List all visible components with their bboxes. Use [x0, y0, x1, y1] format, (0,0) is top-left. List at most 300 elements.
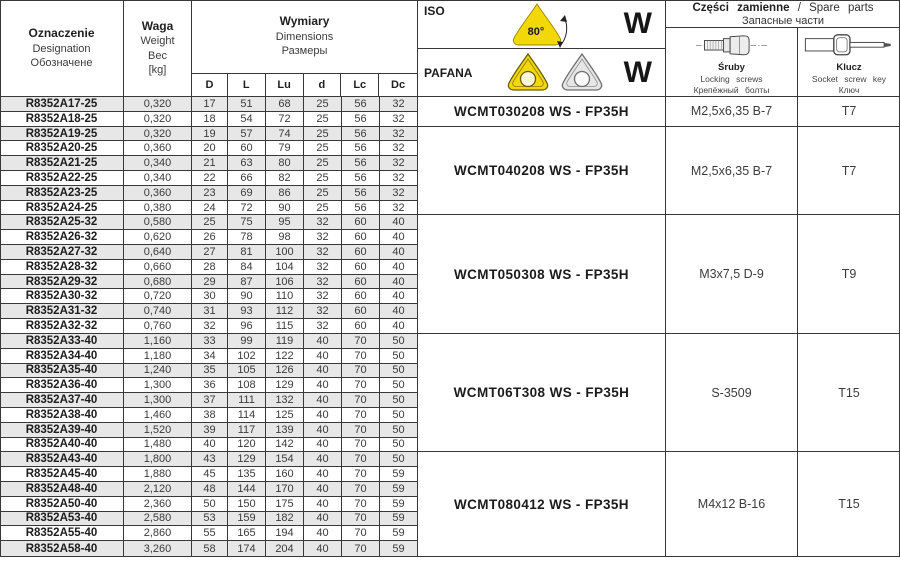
cell-Lu: 142	[266, 438, 304, 453]
cell-weight: 0,740	[124, 304, 192, 319]
cell-weight: 0,320	[124, 97, 192, 112]
cell-D: 53	[192, 512, 228, 527]
cell-L: 105	[228, 364, 266, 379]
cell-Lc: 56	[342, 97, 380, 112]
cell-L: 69	[228, 186, 266, 201]
cell-D: 35	[192, 364, 228, 379]
row-designation: R8352A25-32	[0, 215, 124, 230]
cell-weight: 0,320	[124, 127, 192, 142]
cell-Dc: 40	[380, 230, 418, 245]
cell-weight: 3,260	[124, 541, 192, 556]
cell-Lc: 56	[342, 141, 380, 156]
cell-Lc: 60	[342, 215, 380, 230]
cell-Lu: 106	[266, 275, 304, 290]
row-designation: R8352A29-32	[0, 275, 124, 290]
cell-d: 25	[304, 171, 342, 186]
spare-parts-title-ru: Запасные части	[741, 15, 825, 28]
cell-L: 54	[228, 112, 266, 127]
pafana-insert-uncoated-icon	[558, 52, 606, 94]
cell-D: 32	[192, 319, 228, 334]
cell-Lu: 129	[266, 378, 304, 393]
cell-L: 114	[228, 408, 266, 423]
cell-D: 37	[192, 393, 228, 408]
row-designation: R8352A31-32	[0, 304, 124, 319]
cell-L: 174	[228, 541, 266, 556]
cell-D: 21	[192, 156, 228, 171]
cell-Dc: 40	[380, 275, 418, 290]
cell-d: 40	[304, 541, 342, 556]
group-screw-spec: M2,5x6,35 B-7	[666, 127, 798, 216]
cell-Dc: 59	[380, 482, 418, 497]
row-designation: R8352A36-40	[0, 378, 124, 393]
cell-weight: 2,360	[124, 497, 192, 512]
iso-angle-label: 80°	[527, 26, 545, 38]
cell-L: 129	[228, 452, 266, 467]
cell-d: 40	[304, 334, 342, 349]
cell-weight: 1,520	[124, 423, 192, 438]
row-designation: R8352A50-40	[0, 497, 124, 512]
socket-screw-key-icon	[801, 32, 897, 59]
cell-Lu: 126	[266, 364, 304, 379]
group-screw-spec: M4x12 B-16	[666, 452, 798, 556]
cell-weight: 1,460	[124, 408, 192, 423]
cell-L: 87	[228, 275, 266, 290]
cell-Lu: 74	[266, 127, 304, 142]
cell-d: 32	[304, 275, 342, 290]
cell-Dc: 40	[380, 260, 418, 275]
cell-weight: 1,180	[124, 349, 192, 364]
cell-L: 90	[228, 289, 266, 304]
group-insert-spec: WCMT080412 WS - FP35H	[418, 452, 666, 556]
cell-d: 40	[304, 526, 342, 541]
cell-L: 165	[228, 526, 266, 541]
subheader-D: D	[192, 74, 228, 96]
cell-Dc: 59	[380, 497, 418, 512]
subheader-d: d	[304, 74, 342, 96]
cell-Lc: 56	[342, 201, 380, 216]
cell-Dc: 32	[380, 186, 418, 201]
cell-D: 28	[192, 260, 228, 275]
cell-D: 50	[192, 497, 228, 512]
cell-D: 34	[192, 349, 228, 364]
row-designation: R8352A58-40	[0, 541, 124, 556]
cell-d: 40	[304, 467, 342, 482]
cell-Lu: 154	[266, 452, 304, 467]
cell-Lu: 122	[266, 349, 304, 364]
cell-L: 51	[228, 97, 266, 112]
cell-Lc: 56	[342, 171, 380, 186]
cell-weight: 0,720	[124, 289, 192, 304]
row-designation: R8352A53-40	[0, 512, 124, 527]
cell-Lc: 70	[342, 526, 380, 541]
cell-Dc: 50	[380, 438, 418, 453]
row-designation: R8352A48-40	[0, 482, 124, 497]
cell-weight: 2,860	[124, 526, 192, 541]
cell-Dc: 40	[380, 245, 418, 260]
cell-Lu: 125	[266, 408, 304, 423]
cell-d: 40	[304, 512, 342, 527]
iso-shape-letter: W	[623, 7, 652, 40]
pafana-label: PAFANA	[424, 66, 473, 80]
cell-D: 48	[192, 482, 228, 497]
cell-d: 25	[304, 141, 342, 156]
cell-d: 32	[304, 245, 342, 260]
cell-D: 25	[192, 215, 228, 230]
row-designation: R8352A34-40	[0, 349, 124, 364]
cell-D: 19	[192, 127, 228, 142]
cell-Lc: 70	[342, 349, 380, 364]
cell-L: 75	[228, 215, 266, 230]
row-designation: R8352A23-25	[0, 186, 124, 201]
cell-d: 40	[304, 378, 342, 393]
cell-Dc: 32	[380, 97, 418, 112]
cell-weight: 0,360	[124, 141, 192, 156]
cell-Dc: 59	[380, 541, 418, 556]
cell-D: 33	[192, 334, 228, 349]
cell-D: 18	[192, 112, 228, 127]
row-designation: R8352A26-32	[0, 230, 124, 245]
cell-D: 40	[192, 438, 228, 453]
cell-Lu: 104	[266, 260, 304, 275]
dimension-subheaders	[192, 74, 418, 97]
weight-label-en: Weight	[140, 35, 175, 48]
cell-Lu: 194	[266, 526, 304, 541]
cell-L: 96	[228, 319, 266, 334]
designation-label-ru: Обозначене	[30, 56, 93, 69]
cell-L: 117	[228, 423, 266, 438]
cell-Lc: 56	[342, 186, 380, 201]
cell-Lu: 160	[266, 467, 304, 482]
cell-Lc: 60	[342, 304, 380, 319]
cell-D: 17	[192, 97, 228, 112]
cell-Dc: 32	[380, 156, 418, 171]
spare-parts-title-en: / Spare parts	[797, 2, 874, 14]
col-header-designation	[0, 0, 124, 97]
pafana-shape-letter: W	[623, 55, 652, 89]
subheader-Lc: Lc	[341, 74, 379, 96]
row-designation: R8352A43-40	[0, 452, 124, 467]
cell-Lc: 70	[342, 541, 380, 556]
cell-Dc: 59	[380, 526, 418, 541]
cell-L: 102	[228, 349, 266, 364]
cell-D: 20	[192, 141, 228, 156]
subheader-L: L	[228, 74, 266, 96]
cell-weight: 1,480	[124, 438, 192, 453]
cell-d: 32	[304, 304, 342, 319]
cell-Lu: 115	[266, 319, 304, 334]
row-designation: R8352A20-25	[0, 141, 124, 156]
cell-Lc: 60	[342, 245, 380, 260]
row-designation: R8352A33-40	[0, 334, 124, 349]
row-designation: R8352A22-25	[0, 171, 124, 186]
screws-label-ru: Крепёжный болты	[693, 84, 770, 95]
row-designation: R8352A39-40	[0, 423, 124, 438]
cell-weight: 0,340	[124, 171, 192, 186]
row-designation: R8352A35-40	[0, 364, 124, 379]
cell-d: 25	[304, 201, 342, 216]
cell-Dc: 50	[380, 408, 418, 423]
cell-Lc: 70	[342, 364, 380, 379]
cell-d: 40	[304, 393, 342, 408]
cell-weight: 0,580	[124, 215, 192, 230]
row-designation: R8352A40-40	[0, 438, 124, 453]
cell-L: 78	[228, 230, 266, 245]
cell-D: 23	[192, 186, 228, 201]
cell-d: 40	[304, 482, 342, 497]
cell-Lu: 139	[266, 423, 304, 438]
cell-Dc: 50	[380, 452, 418, 467]
cell-d: 32	[304, 319, 342, 334]
key-header	[798, 28, 900, 97]
cell-Dc: 32	[380, 171, 418, 186]
cell-Dc: 32	[380, 141, 418, 156]
cell-Lu: 79	[266, 141, 304, 156]
cell-Lc: 60	[342, 289, 380, 304]
weight-label-ru: Вес	[148, 49, 167, 62]
row-designation: R8352A38-40	[0, 408, 124, 423]
group-key-spec: T9	[798, 215, 900, 333]
cell-L: 99	[228, 334, 266, 349]
group-key-spec: T15	[798, 334, 900, 452]
cell-L: 111	[228, 393, 266, 408]
row-designation: R8352A21-25	[0, 156, 124, 171]
designation-label-en: Designation	[32, 42, 91, 55]
cell-weight: 1,300	[124, 378, 192, 393]
weight-unit: [kg]	[148, 63, 167, 76]
cell-d: 32	[304, 215, 342, 230]
cell-Lc: 60	[342, 260, 380, 275]
spare-parts-header	[666, 0, 900, 28]
cell-Dc: 50	[380, 334, 418, 349]
group-key-spec: T15	[798, 452, 900, 556]
cell-d: 25	[304, 186, 342, 201]
cell-Lc: 70	[342, 423, 380, 438]
row-designation: R8352A17-25	[0, 97, 124, 112]
group-key-spec: T7	[798, 97, 900, 127]
cell-Lc: 70	[342, 452, 380, 467]
cell-Lu: 182	[266, 512, 304, 527]
cell-D: 39	[192, 423, 228, 438]
dimensions-label-en: Dimensions	[275, 31, 334, 43]
cell-L: 93	[228, 304, 266, 319]
cell-L: 108	[228, 378, 266, 393]
cell-d: 32	[304, 289, 342, 304]
cell-Lc: 60	[342, 230, 380, 245]
iso-label: ISO	[424, 4, 445, 18]
cell-d: 25	[304, 127, 342, 142]
cell-D: 36	[192, 378, 228, 393]
cell-D: 22	[192, 171, 228, 186]
cell-L: 159	[228, 512, 266, 527]
cell-Lc: 70	[342, 334, 380, 349]
cell-Dc: 50	[380, 364, 418, 379]
cell-d: 40	[304, 364, 342, 379]
row-designation: R8352A27-32	[0, 245, 124, 260]
cell-Lu: 170	[266, 482, 304, 497]
locking-screw-icon	[693, 32, 771, 59]
cell-Lu: 175	[266, 497, 304, 512]
cell-Dc: 40	[380, 215, 418, 230]
iso-insert-shape-icon	[506, 2, 572, 49]
cell-L: 57	[228, 127, 266, 142]
cell-d: 40	[304, 452, 342, 467]
cell-weight: 2,580	[124, 512, 192, 527]
cell-d: 25	[304, 97, 342, 112]
cell-d: 25	[304, 156, 342, 171]
cell-weight: 0,340	[124, 156, 192, 171]
cell-L: 72	[228, 201, 266, 216]
cell-d: 40	[304, 408, 342, 423]
screws-label-pl: Śruby	[718, 61, 745, 73]
group-insert-spec: WCMT050308 WS - FP35H	[418, 215, 666, 333]
cell-Lu: 68	[266, 97, 304, 112]
catalog-table-body	[0, 97, 900, 556]
cell-L: 84	[228, 260, 266, 275]
col-header-weight	[124, 0, 192, 97]
group-insert-spec: WCMT06T308 WS - FP35H	[418, 334, 666, 452]
cell-L: 135	[228, 467, 266, 482]
row-designation: R8352A18-25	[0, 112, 124, 127]
group-screw-spec: M2,5x6,35 B-7	[666, 97, 798, 127]
cell-Lu: 72	[266, 112, 304, 127]
cell-d: 25	[304, 112, 342, 127]
weight-label-pl: Waga	[141, 18, 174, 33]
cell-d: 32	[304, 230, 342, 245]
cell-weight: 1,300	[124, 393, 192, 408]
cell-D: 26	[192, 230, 228, 245]
cell-Dc: 40	[380, 319, 418, 334]
cell-weight: 0,640	[124, 245, 192, 260]
cell-Dc: 59	[380, 467, 418, 482]
cell-D: 29	[192, 275, 228, 290]
row-designation: R8352A24-25	[0, 201, 124, 216]
cell-L: 144	[228, 482, 266, 497]
designation-label-pl: Oznaczenie	[28, 25, 95, 40]
cell-d: 40	[304, 423, 342, 438]
key-label-en: Socket screw key	[811, 73, 887, 84]
cell-d: 40	[304, 438, 342, 453]
cell-Dc: 32	[380, 127, 418, 142]
cell-Dc: 50	[380, 393, 418, 408]
key-label-pl: Klucz	[836, 61, 862, 73]
cell-D: 45	[192, 467, 228, 482]
cell-Lc: 70	[342, 482, 380, 497]
cell-Dc: 40	[380, 304, 418, 319]
cell-Lc: 60	[342, 319, 380, 334]
cell-Lu: 90	[266, 201, 304, 216]
cell-L: 66	[228, 171, 266, 186]
cell-Lu: 100	[266, 245, 304, 260]
cell-Lc: 70	[342, 378, 380, 393]
cell-d: 32	[304, 260, 342, 275]
row-designation: R8352A30-32	[0, 289, 124, 304]
row-designation: R8352A45-40	[0, 467, 124, 482]
cell-Lu: 110	[266, 289, 304, 304]
group-insert-spec: WCMT040208 WS - FP35H	[418, 127, 666, 216]
cell-Lu: 204	[266, 541, 304, 556]
cell-weight: 1,880	[124, 467, 192, 482]
cell-Lu: 82	[266, 171, 304, 186]
cell-Lc: 60	[342, 275, 380, 290]
row-designation: R8352A37-40	[0, 393, 124, 408]
cell-D: 30	[192, 289, 228, 304]
cell-d: 40	[304, 349, 342, 364]
screws-header	[666, 28, 798, 97]
row-designation: R8352A55-40	[0, 526, 124, 541]
cell-Lc: 70	[342, 467, 380, 482]
cell-D: 24	[192, 201, 228, 216]
cell-Dc: 50	[380, 349, 418, 364]
cell-D: 55	[192, 526, 228, 541]
group-screw-spec: S-3509	[666, 334, 798, 452]
dimensions-label-pl: Wymiary	[279, 14, 330, 29]
cell-L: 60	[228, 141, 266, 156]
cell-Dc: 50	[380, 378, 418, 393]
cell-Lc: 70	[342, 438, 380, 453]
row-designation: R8352A32-32	[0, 319, 124, 334]
cell-weight: 0,760	[124, 319, 192, 334]
cell-Lc: 56	[342, 127, 380, 142]
iso-row	[418, 0, 666, 49]
cell-weight: 0,680	[124, 275, 192, 290]
group-key-spec: T7	[798, 127, 900, 216]
cell-L: 81	[228, 245, 266, 260]
cell-Lu: 98	[266, 230, 304, 245]
cell-Lu: 86	[266, 186, 304, 201]
cell-weight: 0,320	[124, 112, 192, 127]
cell-weight: 0,380	[124, 201, 192, 216]
key-label-ru: Ключ	[838, 84, 860, 95]
cell-Lu: 132	[266, 393, 304, 408]
cell-Dc: 50	[380, 423, 418, 438]
group-screw-spec: M3x7,5 D-9	[666, 215, 798, 333]
dimensions-label-ru: Размеры	[281, 45, 328, 58]
cell-D: 43	[192, 452, 228, 467]
cell-Lu: 119	[266, 334, 304, 349]
cell-L: 150	[228, 497, 266, 512]
cell-Dc: 59	[380, 512, 418, 527]
cell-Lu: 112	[266, 304, 304, 319]
cell-weight: 1,800	[124, 452, 192, 467]
cell-L: 63	[228, 156, 266, 171]
cell-d: 40	[304, 497, 342, 512]
cell-weight: 1,240	[124, 364, 192, 379]
pafana-insert-coated-icon	[504, 52, 552, 94]
cell-Dc: 32	[380, 112, 418, 127]
row-designation: R8352A28-32	[0, 260, 124, 275]
cell-Lc: 56	[342, 112, 380, 127]
cell-weight: 2,120	[124, 482, 192, 497]
cell-Lc: 70	[342, 512, 380, 527]
row-designation: R8352A19-25	[0, 127, 124, 142]
subheader-Lu: Lu	[266, 74, 304, 96]
subheader-Dc: Dc	[391, 79, 406, 91]
group-insert-spec: WCMT030208 WS - FP35H	[418, 97, 666, 127]
cell-Lc: 70	[342, 497, 380, 512]
cell-weight: 1,160	[124, 334, 192, 349]
cell-Lc: 70	[342, 393, 380, 408]
cell-Dc: 40	[380, 289, 418, 304]
cell-Dc: 32	[380, 201, 418, 216]
pafana-row	[418, 49, 666, 97]
spare-parts-title-pl: Części zamienne	[692, 2, 790, 14]
cell-L: 120	[228, 438, 266, 453]
cell-Lu: 95	[266, 215, 304, 230]
cell-weight: 0,620	[124, 230, 192, 245]
col-header-dimensions	[192, 0, 418, 74]
cell-weight: 0,360	[124, 186, 192, 201]
cell-D: 31	[192, 304, 228, 319]
